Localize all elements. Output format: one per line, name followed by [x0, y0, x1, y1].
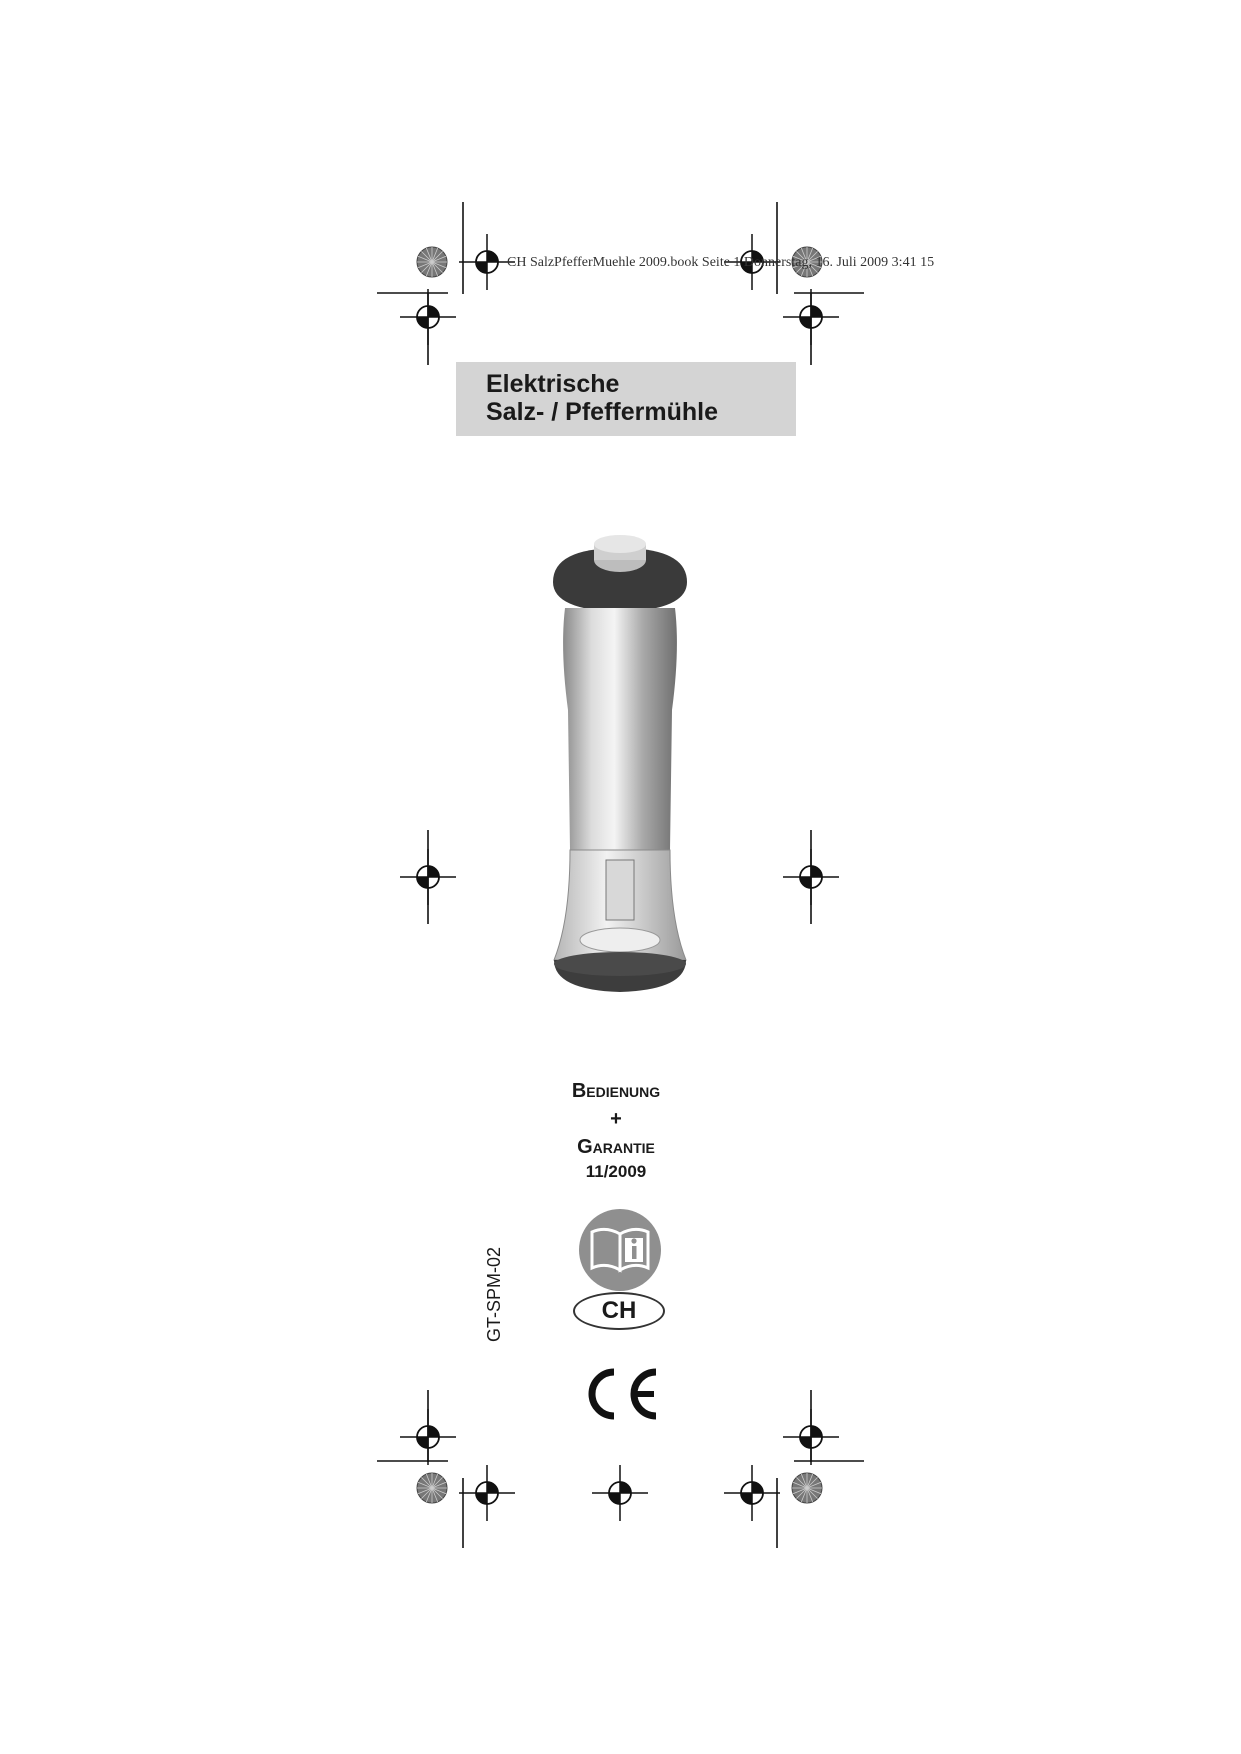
- title-line-1: Elektrische: [486, 370, 620, 398]
- title-box: [456, 362, 796, 436]
- manual-label-2: Garantie: [577, 1136, 655, 1158]
- ce-mark-icon: [584, 1366, 664, 1422]
- country-badge: CH: [573, 1292, 665, 1330]
- model-number: GT-SPM-02: [484, 1246, 504, 1342]
- manual-info-icon: [578, 1208, 662, 1292]
- print-slug: CH SalzPfefferMuehle 2009.book Seite 1 Donnerstag, 16. Juli 2009 3:41 15: [507, 255, 935, 270]
- manual-plus: +: [610, 1108, 622, 1130]
- manual-label-1: Bedienung: [571, 1080, 661, 1102]
- product-image: [510, 530, 730, 1020]
- title-line-2: Salz- / Pfeffermühle: [486, 398, 718, 426]
- manual-date: 11/2009: [585, 1162, 647, 1181]
